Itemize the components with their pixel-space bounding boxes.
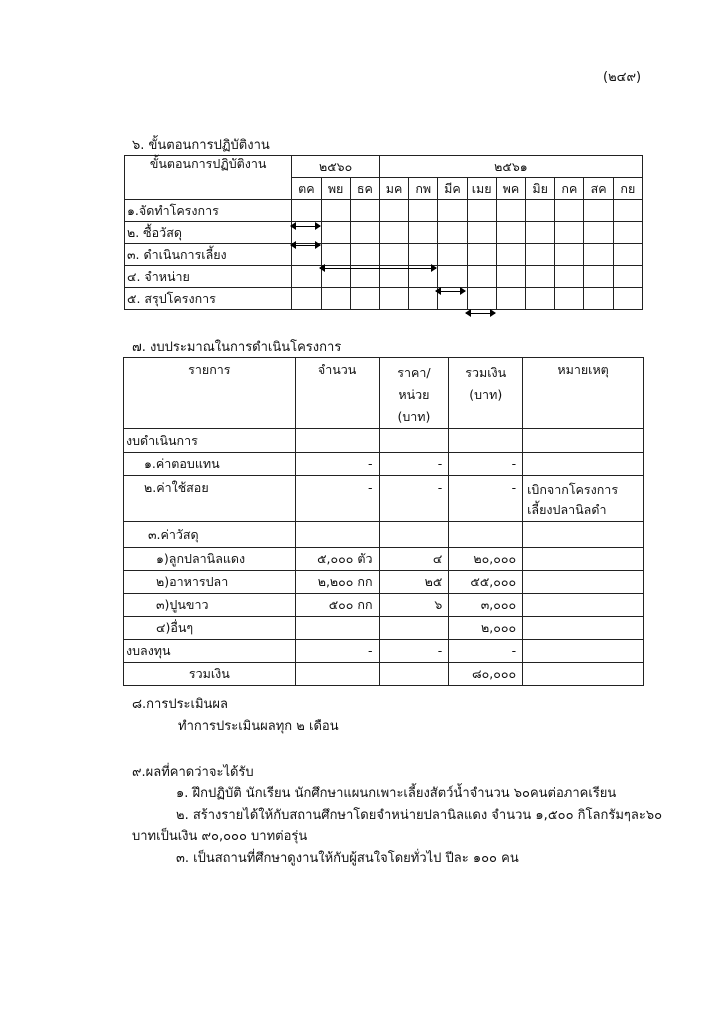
schedule-row [125, 288, 643, 310]
timeline-arrow-raise [291, 245, 320, 246]
budget-row [124, 640, 644, 663]
expected-result-2-cont: บาทเป็นเงิน ๙๐,๐๐๐ บาทต่อรุ่น [132, 829, 308, 844]
month-aug: สค [584, 178, 613, 200]
task-label: ๓. ดำเนินการเลี้ยง [125, 244, 292, 266]
grand-total-label: รวมเงิน [124, 663, 296, 686]
page-number: (๒๔๙) [603, 70, 642, 85]
month-nov: พย [321, 178, 350, 200]
budget-row [124, 522, 644, 548]
budget-price: - [379, 453, 449, 476]
budget-row [124, 617, 644, 640]
section6-heading: ๖. ขั้นตอนการปฏิบัติงาน [132, 138, 270, 153]
budget-header-row [124, 358, 644, 429]
budget-total-row [124, 663, 644, 686]
month-jul: กค [555, 178, 584, 200]
col-total-line2: (บาท) [469, 387, 503, 402]
remark-line2: เลี้ยงปลานิลดำ [527, 502, 607, 517]
col-qty: จำนวน [295, 358, 379, 429]
timeline-arrow-sell [320, 268, 436, 269]
expected-result-2: ๒. สร้างรายได้ให้กับสถานศึกษาโดยจำหน่ายปลานิลแดง จำนวน ๑,๕๐๐ กิโลกรัมๆละ๖๐ [176, 808, 663, 823]
budget-total: - [449, 476, 523, 522]
budget-qty: - [295, 640, 379, 663]
grand-total-value: ๘๐,๐๐๐ [449, 663, 523, 686]
month-oct: ตค [292, 178, 321, 200]
month-may: พค [496, 178, 525, 200]
month-jun: มิย [526, 178, 555, 200]
col-price [379, 358, 449, 429]
year-2561: ๒๕๖๑ [379, 156, 642, 178]
task-label: ๕. สรุปโครงการ [125, 288, 292, 310]
section8-heading: ๘.การประเมินผล [132, 697, 229, 712]
timeline-arrow-summary-1 [436, 291, 465, 292]
schedule-year-row [125, 156, 643, 178]
section9-heading: ๙.ผลที่คาดว่าจะได้รับ [132, 765, 254, 780]
expected-result-1: ๑. ฝึกปฏิบัติ นักเรียน นักศึกษาแผนกเพาะเลี้ยงสัตว์น้ำจำนวน ๖๐คนต่อภาคเรียน [176, 786, 617, 801]
budget-row [124, 476, 644, 522]
month-jan: มค [379, 178, 408, 200]
budget-item: ๑.ค่าตอบแทน [124, 453, 296, 476]
budget-item: งบดำเนินการ [124, 429, 296, 453]
timeline-arrow-summary-2 [466, 313, 495, 314]
budget-price: - [379, 640, 449, 663]
schedule-row [125, 244, 643, 266]
col-total-line1: รวมเงิน [465, 365, 507, 380]
budget-row [124, 571, 644, 594]
month-sep: กย [613, 178, 642, 200]
col-price-line2: หน่วย [398, 387, 430, 402]
budget-qty: - [295, 453, 379, 476]
section8-text: ทำการประเมินผลทุก ๒ เดือน [178, 719, 339, 734]
budget-item: ๑)ลูกปลานิลแดง [124, 548, 296, 571]
schedule-header-label: ขั้นตอนการปฏิบัติงาน [125, 156, 292, 200]
col-price-line1: ราคา/ [397, 365, 431, 380]
budget-price: ๖ [379, 594, 449, 617]
budget-qty: ๕๐๐ กก [295, 594, 379, 617]
schedule-row [125, 222, 643, 244]
budget-item: งบลงทุน [124, 640, 296, 663]
schedule-row [125, 200, 643, 222]
budget-total: ๒,๐๐๐ [449, 617, 523, 640]
budget-total: ๒๐,๐๐๐ [449, 548, 523, 571]
budget-item: ๒)อาหารปลา [124, 571, 296, 594]
remark-line1: เบิกจากโครงการ [527, 482, 619, 497]
task-label: ๑.จัดทำโครงการ [125, 200, 292, 222]
col-remark: หมายเหตุ [523, 358, 644, 429]
budget-price: ๔ [379, 548, 449, 571]
budget-row [124, 453, 644, 476]
month-mar: มีค [438, 178, 467, 200]
col-item: รายการ [124, 358, 296, 429]
budget-qty: - [295, 476, 379, 522]
month-apr: เมย [467, 178, 496, 200]
timeline-arrow-purchase [291, 226, 320, 227]
budget-qty: ๕,๐๐๐ ตัว [295, 548, 379, 571]
year-2560: ๒๕๖๐ [292, 156, 380, 178]
budget-item: ๒.ค่าใช้สอย [124, 476, 296, 522]
budget-row [124, 429, 644, 453]
month-feb: กพ [409, 178, 438, 200]
col-total [449, 358, 523, 429]
col-price-line3: (บาท) [397, 409, 431, 424]
budget-item: ๔)อื่นๆ [124, 617, 296, 640]
budget-total: ๓,๐๐๐ [449, 594, 523, 617]
budget-item: ๓.ค่าวัสดุ [124, 522, 296, 548]
budget-row [124, 594, 644, 617]
budget-row [124, 548, 644, 571]
budget-remark [523, 476, 644, 522]
budget-total: - [449, 453, 523, 476]
budget-price: ๒๕ [379, 571, 449, 594]
expected-result-3: ๓. เป็นสถานที่ศึกษาดูงานให้กับผู้สนใจโดยทั่วไป ปีละ ๑๐๐ คน [176, 851, 519, 866]
section7-heading: ๗. งบประมาณในการดำเนินโครงการ [132, 340, 342, 355]
task-label: ๔. จำหน่าย [125, 266, 292, 288]
budget-table [123, 357, 644, 686]
budget-item: ๓)ปูนขาว [124, 594, 296, 617]
task-label: ๒. ซื้อวัสดุ [125, 222, 292, 244]
budget-qty: ๒,๒๐๐ กก [295, 571, 379, 594]
month-dec: ธค [350, 178, 379, 200]
schedule-table [124, 155, 643, 310]
budget-price: - [379, 476, 449, 522]
budget-total: - [449, 640, 523, 663]
budget-total: ๕๕,๐๐๐ [449, 571, 523, 594]
